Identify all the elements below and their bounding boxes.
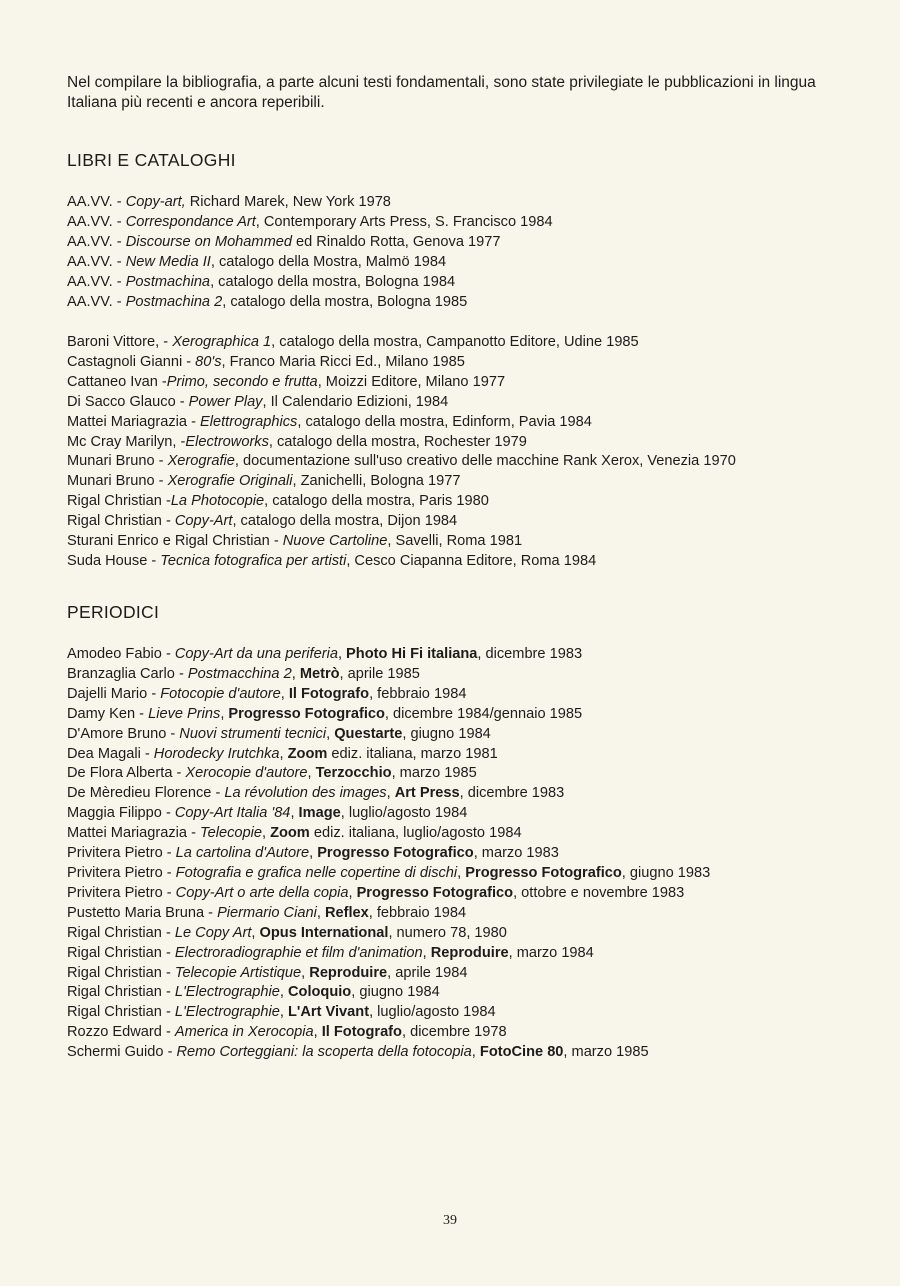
entry-author: Sturani Enrico e Rigal Christian - bbox=[67, 533, 283, 550]
entry-details: , numero 78, 1980 bbox=[388, 924, 507, 941]
entry-author: De Mèredieu Florence - bbox=[67, 785, 225, 802]
entry-journal: Progresso Fotografico bbox=[356, 884, 514, 901]
bibliography-entry bbox=[67, 924, 887, 944]
entry-details: ediz. italiana, marzo 1981 bbox=[327, 745, 498, 762]
books-list bbox=[67, 333, 887, 572]
heading-libri-e-cataloghi: LIBRI E CATALOGHI bbox=[67, 150, 236, 170]
entry-details: , luglio/agosto 1984 bbox=[340, 805, 468, 822]
entry-separator: , bbox=[301, 964, 310, 981]
entry-author: Baroni Vittore, - bbox=[67, 334, 173, 350]
bibliography-entry bbox=[67, 373, 887, 393]
bibliography-entry bbox=[67, 665, 887, 685]
entry-title: Xerografie bbox=[167, 453, 235, 470]
bibliography-entry bbox=[67, 725, 887, 745]
entry-author: Privitera Pietro - bbox=[67, 864, 176, 881]
bibliography-entry bbox=[67, 745, 887, 765]
entry-details: , catalogo della mostra, Dijon 1984 bbox=[232, 513, 458, 530]
entry-details: ediz. italiana, luglio/agosto 1984 bbox=[309, 825, 522, 842]
entry-title: Copy-Art o arte della copia bbox=[175, 884, 349, 901]
entry-details: , catalogo della mostra, Rochester 1979 bbox=[268, 433, 527, 450]
entry-details: , Contemporary Arts Press, S. Francisco 1984 bbox=[255, 213, 553, 230]
entry-details: , luglio/agosto 1984 bbox=[369, 1004, 496, 1021]
entry-separator: , bbox=[279, 745, 288, 762]
entry-author: Rigal Christian - bbox=[67, 513, 175, 530]
entry-author: Privitera Pietro - bbox=[67, 845, 176, 862]
entry-title: America in Xerocopia bbox=[174, 1024, 314, 1041]
bibliography-entry bbox=[67, 213, 887, 233]
entry-author: Rigal Christian - bbox=[67, 984, 175, 1001]
entry-title: Copy-Art Italia '84 bbox=[174, 805, 291, 822]
bibliography-entry bbox=[67, 844, 887, 864]
entry-author: Rozzo Edward - bbox=[67, 1024, 175, 1041]
bibliography-entry bbox=[67, 512, 887, 532]
bibliography-entry bbox=[67, 645, 887, 665]
entry-title: Nuove Cartoline bbox=[282, 533, 388, 550]
entry-details: , catalogo della mostra, Campanotto Editore, Udine 1985 bbox=[271, 334, 639, 350]
entry-title: La révolution des images bbox=[224, 785, 387, 802]
entry-separator: , bbox=[457, 864, 466, 881]
entry-title: L'Electrographie bbox=[174, 984, 280, 1001]
entry-journal: Reproduire bbox=[309, 964, 388, 981]
entry-author: AA.VV. - bbox=[67, 233, 126, 250]
bibliography-entry bbox=[67, 532, 887, 552]
entry-author: Suda House - bbox=[67, 552, 161, 569]
entry-author: Privitera Pietro - bbox=[67, 884, 176, 901]
bibliography-entry bbox=[67, 452, 887, 472]
entry-journal: Progresso Fotografico bbox=[228, 705, 385, 722]
entry-journal: Il Fotografo bbox=[288, 685, 370, 702]
entry-author: Dea Magali - bbox=[67, 745, 154, 762]
entry-details: , marzo 1984 bbox=[508, 944, 594, 961]
entry-details: , marzo 1983 bbox=[473, 845, 559, 862]
entry-details: , catalogo della mostra, Bologna 1985 bbox=[222, 293, 468, 310]
bibliography-entry bbox=[67, 353, 887, 373]
entry-title: Postmacchina 2 bbox=[187, 665, 292, 682]
entry-author: Castagnoli Gianni - bbox=[67, 353, 196, 370]
entry-details: , dicembre 1983 bbox=[459, 785, 565, 802]
entry-title: Xerografie Originali bbox=[167, 473, 293, 490]
entry-author: Dajelli Mario - bbox=[67, 685, 161, 702]
entry-title: Le Copy Art bbox=[174, 924, 252, 941]
entry-journal: Progresso Fotografico bbox=[465, 864, 622, 881]
entry-journal: Zoom bbox=[287, 745, 328, 762]
entry-details: , dicembre 1978 bbox=[401, 1024, 507, 1041]
entry-details: , Zanichelli, Bologna 1977 bbox=[292, 473, 461, 490]
periodici-list bbox=[67, 645, 887, 1063]
bibliography-entry bbox=[67, 804, 887, 824]
entry-title: Telecopie Artistique bbox=[174, 964, 302, 981]
entry-author: Munari Bruno - bbox=[67, 453, 168, 470]
entry-journal: Photo Hi Fi italiana bbox=[346, 646, 478, 662]
entry-author: Cattaneo Ivan - bbox=[67, 373, 167, 390]
entry-details: , Il Calendario Edizioni, 1984 bbox=[262, 393, 449, 410]
entry-author: Rigal Christian - bbox=[67, 924, 175, 941]
bibliography-entry bbox=[67, 293, 887, 313]
entry-title: Remo Corteggiani: la scoperta della fotocopia bbox=[176, 1044, 472, 1061]
entry-title: Fotocopie d'autore bbox=[160, 685, 281, 702]
bibliography-entry bbox=[67, 472, 887, 492]
entry-title: Electroradiographie et film d'animation bbox=[174, 944, 423, 961]
bibliography-entry bbox=[67, 492, 887, 512]
bibliography-entry bbox=[67, 1003, 887, 1023]
entry-title: Primo, secondo e frutta bbox=[166, 373, 318, 390]
entry-separator: , bbox=[280, 685, 289, 702]
entry-separator: , bbox=[471, 1044, 480, 1061]
entry-details: , dicembre 1983 bbox=[477, 646, 583, 662]
bibliography-entry bbox=[67, 904, 887, 924]
bibliography-entry bbox=[67, 393, 887, 413]
bibliography-entry bbox=[67, 253, 887, 273]
entry-author: Mattei Mariagrazia - bbox=[67, 825, 201, 842]
entry-details: , Franco Maria Ricci Ed., Milano 1985 bbox=[221, 353, 465, 370]
bibliography-entry bbox=[67, 1043, 887, 1063]
entry-title: Copy-Art bbox=[174, 513, 233, 530]
entry-separator: , bbox=[220, 705, 229, 722]
entry-journal: Terzocchio bbox=[315, 765, 392, 782]
entry-details: , dicembre 1984/gennaio 1985 bbox=[384, 705, 583, 722]
entry-details: Richard Marek, New York 1978 bbox=[185, 194, 391, 210]
entry-title: Power Play bbox=[188, 393, 263, 410]
entry-author: Rigal Christian - bbox=[67, 1004, 175, 1021]
entry-title: La cartolina d'Autore bbox=[175, 845, 310, 862]
entry-title: Piermario Ciani bbox=[217, 904, 317, 921]
entry-title: Electroworks bbox=[185, 433, 269, 450]
entry-details: , catalogo della Mostra, Malmö 1984 bbox=[210, 253, 447, 270]
bibliography-entry bbox=[67, 552, 887, 572]
entry-details: , catalogo della mostra, Paris 1980 bbox=[264, 493, 489, 510]
entry-title: New Media II bbox=[125, 253, 211, 270]
entry-details: , Cesco Ciapanna Editore, Roma 1984 bbox=[346, 552, 597, 569]
entry-journal: Reflex bbox=[324, 904, 369, 921]
bibliography-entry bbox=[67, 413, 887, 433]
entry-author: Di Sacco Glauco - bbox=[67, 393, 189, 410]
entry-journal: Reproduire bbox=[430, 944, 509, 961]
entry-details: , febbraio 1984 bbox=[368, 904, 467, 921]
entry-author: D'Amore Bruno - bbox=[67, 725, 180, 742]
entry-details: , febbraio 1984 bbox=[369, 685, 467, 702]
entry-title: 80's bbox=[195, 353, 222, 370]
entry-details: , documentazione sull'uso creativo delle macchine Rank Xerox, Venezia 1970 bbox=[234, 453, 736, 470]
entry-journal: Zoom bbox=[270, 825, 310, 842]
entry-journal: L'Art Vivant bbox=[288, 1004, 370, 1021]
entry-details: , catalogo della mostra, Bologna 1984 bbox=[210, 273, 456, 290]
entry-details: , ottobre e novembre 1983 bbox=[513, 884, 685, 901]
entry-title: Discourse on Mohammed bbox=[125, 233, 292, 250]
entry-details: , Savelli, Roma 1981 bbox=[387, 533, 523, 550]
entry-separator: , bbox=[279, 1004, 288, 1021]
entry-separator: , bbox=[290, 805, 299, 822]
entry-author: De Flora Alberta - bbox=[67, 765, 186, 782]
entry-details: , giugno 1984 bbox=[402, 725, 491, 742]
page-number: 39 bbox=[443, 1213, 457, 1228]
entry-separator: , bbox=[261, 825, 271, 842]
bibliography-entry bbox=[67, 764, 887, 784]
entry-title: Xerographica 1 bbox=[172, 334, 272, 350]
bibliography-entry bbox=[67, 944, 887, 964]
entry-separator: , bbox=[313, 1024, 322, 1041]
entry-details: , giugno 1984 bbox=[351, 984, 440, 1001]
entry-author: Mattei Mariagrazia - bbox=[67, 413, 201, 430]
entry-details: , marzo 1985 bbox=[391, 765, 477, 782]
bibliography-entry bbox=[67, 1023, 887, 1043]
entry-title: Elettrographics bbox=[200, 413, 298, 430]
entry-separator: , bbox=[422, 944, 431, 961]
bibliography-entry bbox=[67, 233, 887, 253]
entry-title: Xerocopie d'autore bbox=[185, 765, 308, 782]
entry-author: Maggia Filippo - bbox=[67, 805, 175, 822]
entry-author: AA.VV. - bbox=[67, 194, 126, 210]
entry-title: Fotografia e grafica nelle copertine di dischi bbox=[175, 864, 458, 881]
entry-title: Copy-art, bbox=[125, 194, 186, 210]
entry-author: AA.VV. - bbox=[67, 253, 126, 270]
entry-author: Amodeo Fabio - bbox=[67, 646, 175, 662]
entry-details: , Moizzi Editore, Milano 1977 bbox=[317, 373, 506, 390]
entry-title: Copy-Art da una periferia bbox=[174, 646, 338, 662]
entry-title: L'Electrographie bbox=[174, 1004, 280, 1021]
bibliography-entry bbox=[67, 784, 887, 804]
entry-separator: , bbox=[251, 924, 260, 941]
entry-title: Tecnica fotografica per artisti bbox=[160, 552, 347, 569]
entry-title: Postmachina bbox=[125, 273, 211, 290]
entry-title: Telecopie bbox=[200, 825, 262, 842]
entry-details: , marzo 1985 bbox=[563, 1044, 649, 1061]
entry-author: Pustetto Maria Bruna - bbox=[67, 904, 218, 921]
entry-author: AA.VV. - bbox=[67, 273, 126, 290]
bibliography-entry bbox=[67, 884, 887, 904]
entry-separator: , bbox=[316, 904, 325, 921]
bibliography-entry bbox=[67, 193, 887, 213]
entry-separator: , bbox=[386, 785, 395, 802]
entry-author: Schermi Guido - bbox=[67, 1044, 177, 1061]
entry-author: Branzaglia Carlo - bbox=[67, 665, 188, 682]
entry-separator: , bbox=[307, 765, 316, 782]
bibliography-entry bbox=[67, 433, 887, 453]
entry-journal: Image bbox=[298, 805, 341, 822]
heading-periodici: PERIODICI bbox=[67, 602, 160, 622]
entry-author: Rigal Christian - bbox=[67, 964, 175, 981]
entry-title: Horodecky Irutchka bbox=[153, 745, 280, 762]
entry-journal: FotoCine 80 bbox=[479, 1044, 564, 1061]
entry-title: Nuovi strumenti tecnici bbox=[179, 725, 327, 742]
entry-separator: , bbox=[291, 665, 300, 682]
entry-author: Rigal Christian - bbox=[67, 944, 175, 961]
intro-paragraph: Nel compilare la bibliografia, a parte alcuni testi fondamentali, sono state privilegiate le pubblicazioni in lingua Italiana più recenti e ancora reperibili. bbox=[67, 74, 816, 111]
entry-author: Munari Bruno - bbox=[67, 473, 168, 490]
entry-details: , giugno 1983 bbox=[621, 864, 711, 881]
entry-journal: Il Fotografo bbox=[321, 1024, 402, 1041]
entry-title: Postmachina 2 bbox=[125, 293, 223, 310]
entry-journal: Opus International bbox=[259, 924, 389, 941]
entry-details: , aprile 1984 bbox=[387, 964, 468, 981]
bibliography-entry bbox=[67, 983, 887, 1003]
bibliography-entry bbox=[67, 964, 887, 984]
bibliography-entry bbox=[67, 864, 887, 884]
entry-details: ed Rinaldo Rotta, Genova 1977 bbox=[291, 233, 501, 250]
entry-author: AA.VV. - bbox=[67, 293, 126, 310]
entry-separator: , bbox=[279, 984, 288, 1001]
bibliography-entry bbox=[67, 333, 887, 353]
entry-journal: Progresso Fotografico bbox=[317, 845, 474, 862]
entry-title: La Photocopie bbox=[170, 493, 265, 510]
entry-journal: Metrò bbox=[299, 665, 340, 682]
bibliography-entry bbox=[67, 824, 887, 844]
bibliography-entry bbox=[67, 685, 887, 705]
entry-separator: , bbox=[326, 725, 335, 742]
entry-journal: Art Press bbox=[394, 785, 460, 802]
bibliography-entry bbox=[67, 273, 887, 293]
entry-title: Correspondance Art bbox=[125, 213, 256, 230]
entry-author: Mc Cray Marilyn, - bbox=[67, 433, 186, 450]
entry-separator: , bbox=[337, 646, 347, 662]
entry-author: Damy Ken - bbox=[67, 705, 149, 722]
bibliography-entry bbox=[67, 705, 887, 725]
entry-title: Lieve Prins bbox=[148, 705, 221, 722]
entry-author: AA.VV. - bbox=[67, 213, 126, 230]
entry-separator: , bbox=[309, 845, 318, 862]
entry-author: Rigal Christian - bbox=[67, 493, 171, 510]
entry-separator: , bbox=[348, 884, 357, 901]
entry-details: , catalogo della mostra, Edinform, Pavia 1984 bbox=[297, 413, 592, 430]
entry-details: , aprile 1985 bbox=[339, 665, 420, 682]
entry-journal: Questarte bbox=[334, 725, 403, 742]
aavv-list bbox=[67, 193, 887, 312]
entry-journal: Coloquio bbox=[288, 984, 352, 1001]
